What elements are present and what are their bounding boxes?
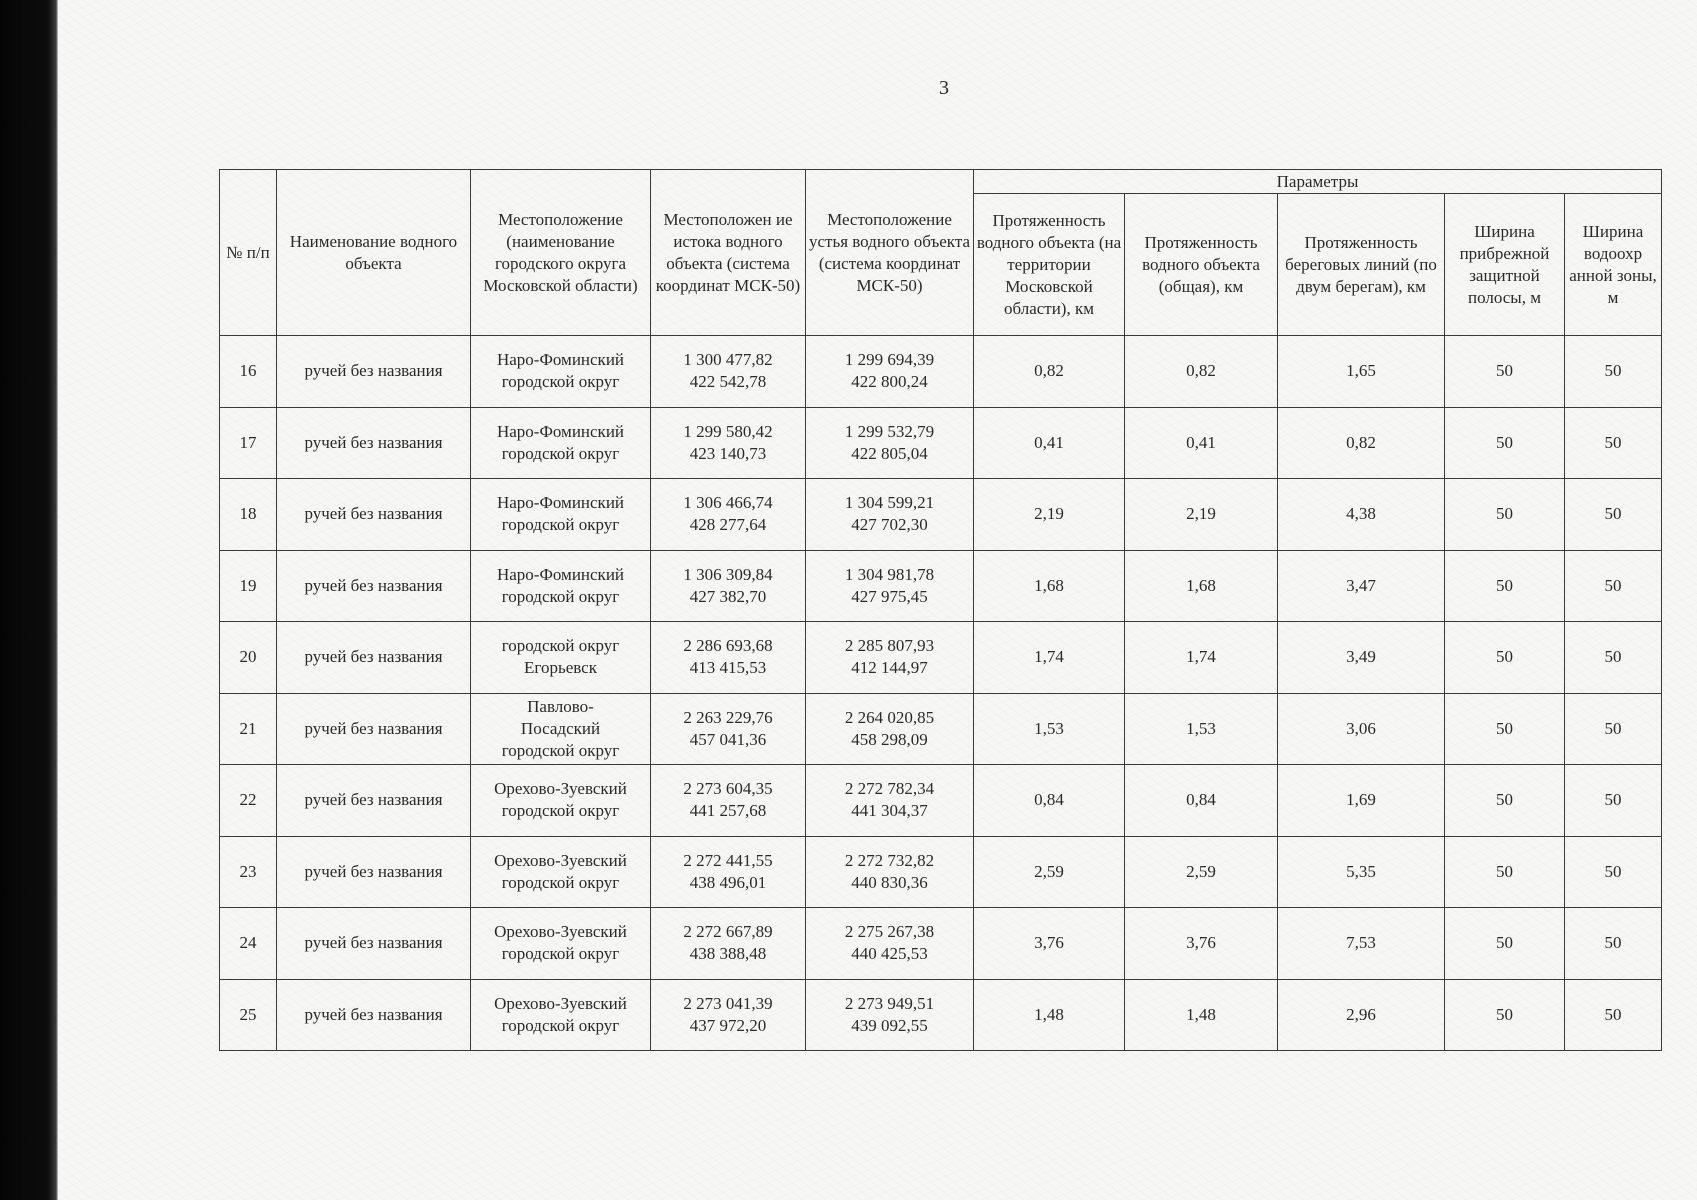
cell-len-region: 0,41 [974, 407, 1125, 479]
cell-location-line: городской округ [501, 740, 620, 760]
cell-mouth-line: 2 272 782,34 [844, 779, 935, 799]
cell-buffer-width: 50 [1445, 622, 1565, 694]
cell-mouth-line: 441 304,37 [851, 801, 928, 821]
cell-len-total: 0,82 [1125, 336, 1278, 408]
cell-location-line: городской округ [501, 1015, 620, 1035]
cell-mouth-line: 1 304 599,21 [844, 493, 935, 513]
cell-mouth-line: 458 298,09 [851, 729, 928, 749]
cell-len-total: 1,48 [1125, 979, 1278, 1051]
header-len-total: Протяженность водного объекта (общая), км [1125, 194, 1278, 336]
cell-location [471, 836, 651, 908]
cell-protect-width: 50 [1565, 693, 1662, 765]
header-protect-width: Ширина водоохр анной зоны, м [1565, 194, 1662, 336]
cell-location-line: городской округ [501, 515, 620, 535]
cell-mouth [806, 765, 974, 837]
table-row [220, 908, 1662, 980]
cell-location [471, 908, 651, 980]
cell-location-line: городской округ [501, 586, 620, 606]
cell-source [651, 979, 806, 1051]
cell-source-line: 1 300 477,82 [683, 350, 773, 370]
header-location: Местоположение (наименование городского округа Московской области) [471, 170, 651, 336]
cell-shore-len: 3,47 [1278, 550, 1445, 622]
cell-mouth [806, 479, 974, 551]
cell-source-line: 1 299 580,42 [683, 421, 773, 441]
cell-buffer-width: 50 [1445, 550, 1565, 622]
cell-mouth-line: 439 092,55 [851, 1015, 928, 1035]
cell-mouth-line: 2 273 949,51 [844, 993, 935, 1013]
cell-num: 18 [220, 479, 277, 551]
cell-source [651, 765, 806, 837]
cell-location [471, 550, 651, 622]
cell-source-line: 2 286 693,68 [683, 636, 773, 656]
cell-shore-len: 1,69 [1278, 765, 1445, 837]
cell-location-line: городской округ [501, 872, 620, 892]
cell-mouth-line: 2 264 020,85 [844, 707, 935, 727]
cell-source-line: 441 257,68 [689, 801, 767, 821]
cell-name: ручей без названия [277, 979, 471, 1051]
table-row [220, 836, 1662, 908]
cell-len-region: 1,48 [974, 979, 1125, 1051]
cell-mouth [806, 336, 974, 408]
cell-location [471, 407, 651, 479]
table-row [220, 979, 1662, 1051]
cell-source-line: 2 272 667,89 [683, 922, 773, 942]
cell-location [471, 765, 651, 837]
cell-len-total: 1,53 [1125, 693, 1278, 765]
cell-location-line: городской округ [501, 372, 620, 392]
table-row [220, 479, 1662, 551]
cell-location-line: городской округ [501, 801, 620, 821]
table-row [220, 765, 1662, 837]
water-objects-table [219, 169, 1662, 1051]
cell-source [651, 622, 806, 694]
cell-name: ручей без названия [277, 336, 471, 408]
cell-name: ручей без названия [277, 407, 471, 479]
cell-len-region: 2,59 [974, 836, 1125, 908]
cell-name: ручей без названия [277, 550, 471, 622]
cell-name: ручей без названия [277, 836, 471, 908]
cell-source [651, 407, 806, 479]
header-num: № п/п [220, 170, 277, 336]
cell-shore-len: 5,35 [1278, 836, 1445, 908]
cell-source [651, 693, 806, 765]
cell-mouth-line: 427 975,45 [851, 586, 928, 606]
cell-protect-width: 50 [1565, 836, 1662, 908]
cell-source-line: 413 415,53 [689, 658, 767, 678]
cell-num: 20 [220, 622, 277, 694]
cell-buffer-width: 50 [1445, 479, 1565, 551]
cell-source [651, 550, 806, 622]
cell-mouth [806, 836, 974, 908]
cell-name: ручей без названия [277, 693, 471, 765]
cell-buffer-width: 50 [1445, 407, 1565, 479]
cell-mouth-line: 422 805,04 [851, 443, 928, 463]
cell-mouth [806, 979, 974, 1051]
cell-source [651, 908, 806, 980]
cell-name: ручей без названия [277, 622, 471, 694]
cell-source-line: 457 041,36 [689, 729, 767, 749]
cell-mouth [806, 550, 974, 622]
cell-mouth-line: 1 299 694,39 [844, 350, 935, 370]
cell-mouth-line: 2 285 807,93 [844, 636, 935, 656]
cell-location-line: Орехово-Зуевский [494, 922, 627, 942]
table-row [220, 693, 1662, 765]
cell-shore-len: 3,06 [1278, 693, 1445, 765]
cell-source [651, 336, 806, 408]
cell-mouth-line: 1 299 532,79 [844, 421, 935, 441]
cell-protect-width: 50 [1565, 622, 1662, 694]
cell-location-line: Наро-Фоминский [496, 564, 625, 584]
cell-buffer-width: 50 [1445, 836, 1565, 908]
cell-num: 17 [220, 407, 277, 479]
cell-num: 23 [220, 836, 277, 908]
cell-len-total: 0,84 [1125, 765, 1278, 837]
document-page [58, 0, 1697, 1200]
cell-buffer-width: 50 [1445, 979, 1565, 1051]
cell-len-region: 3,76 [974, 908, 1125, 980]
cell-source-line: 1 306 466,74 [683, 493, 773, 513]
cell-source-line: 427 382,70 [689, 586, 767, 606]
cell-location-line: Орехово-Зуевский [494, 993, 627, 1013]
cell-location-line: Павлово- [527, 696, 594, 716]
cell-len-total: 2,19 [1125, 479, 1278, 551]
cell-shore-len: 0,82 [1278, 407, 1445, 479]
cell-location-line: Наро-Фоминский [496, 421, 625, 441]
page-number: 3 [939, 77, 949, 99]
cell-shore-len: 2,96 [1278, 979, 1445, 1051]
cell-location-line: Егорьевск [524, 658, 597, 678]
cell-len-region: 1,74 [974, 622, 1125, 694]
cell-location-line: Посадский [520, 718, 601, 738]
cell-source-line: 423 140,73 [689, 443, 767, 463]
header-row-group [220, 170, 1662, 194]
header-mouth: Местоположение устья водного объекта (система координат МСК-50) [806, 170, 974, 336]
cell-mouth-line: 2 275 267,38 [844, 922, 935, 942]
cell-protect-width: 50 [1565, 979, 1662, 1051]
cell-len-total: 1,68 [1125, 550, 1278, 622]
cell-location [471, 336, 651, 408]
table-row [220, 407, 1662, 479]
cell-name: ручей без названия [277, 908, 471, 980]
cell-location [471, 622, 651, 694]
scan-edge-shadow [0, 0, 58, 1200]
cell-shore-len: 7,53 [1278, 908, 1445, 980]
cell-len-region: 1,68 [974, 550, 1125, 622]
cell-source-line: 428 277,64 [689, 515, 767, 535]
cell-protect-width: 50 [1565, 550, 1662, 622]
cell-source-line: 422 542,78 [689, 372, 767, 392]
cell-len-total: 2,59 [1125, 836, 1278, 908]
cell-location-line: Орехово-Зуевский [494, 779, 627, 799]
cell-location-line: Наро-Фоминский [496, 350, 625, 370]
cell-location-line: городской округ [501, 944, 620, 964]
cell-mouth-line: 440 830,36 [851, 872, 928, 892]
cell-source-line: 2 273 041,39 [683, 993, 773, 1013]
table-row [220, 550, 1662, 622]
cell-num: 24 [220, 908, 277, 980]
cell-mouth [806, 407, 974, 479]
cell-len-region: 1,53 [974, 693, 1125, 765]
cell-num: 16 [220, 336, 277, 408]
cell-mouth [806, 693, 974, 765]
cell-location-line: городской округ [501, 636, 620, 656]
cell-mouth-line: 412 144,97 [851, 658, 928, 678]
cell-protect-width: 50 [1565, 908, 1662, 980]
header-shore-len: Протяженность береговых линий (по двум берегам), км [1278, 194, 1445, 336]
cell-buffer-width: 50 [1445, 336, 1565, 408]
cell-mouth-line: 440 425,53 [851, 944, 928, 964]
cell-num: 21 [220, 693, 277, 765]
cell-source-line: 438 388,48 [689, 944, 767, 964]
cell-len-region: 2,19 [974, 479, 1125, 551]
cell-num: 22 [220, 765, 277, 837]
cell-source [651, 836, 806, 908]
cell-location [471, 693, 651, 765]
cell-mouth [806, 622, 974, 694]
header-name: Наименование водного объекта [277, 170, 471, 336]
cell-name: ручей без названия [277, 479, 471, 551]
cell-location [471, 479, 651, 551]
cell-source-line: 2 263 229,76 [683, 707, 773, 727]
header-source: Местоположен ие истока водного объекта (система координат МСК-50) [651, 170, 806, 336]
cell-buffer-width: 50 [1445, 765, 1565, 837]
cell-name: ручей без названия [277, 765, 471, 837]
cell-len-total: 1,74 [1125, 622, 1278, 694]
cell-source-line: 2 273 604,35 [683, 779, 773, 799]
cell-source-line: 2 272 441,55 [683, 850, 773, 870]
cell-buffer-width: 50 [1445, 908, 1565, 980]
cell-shore-len: 3,49 [1278, 622, 1445, 694]
cell-source [651, 479, 806, 551]
header-len-region: Протяженность водного объекта (на территории Московской области), км [974, 194, 1125, 336]
cell-mouth-line: 427 702,30 [851, 515, 928, 535]
cell-source-line: 1 306 309,84 [683, 564, 773, 584]
cell-location-line: Орехово-Зуевский [494, 850, 627, 870]
cell-mouth [806, 908, 974, 980]
cell-len-total: 3,76 [1125, 908, 1278, 980]
cell-protect-width: 50 [1565, 407, 1662, 479]
table-row [220, 622, 1662, 694]
cell-num: 19 [220, 550, 277, 622]
header-buffer-width: Ширина прибрежной защитной полосы, м [1445, 194, 1565, 336]
cell-source-line: 438 496,01 [689, 872, 767, 892]
cell-num: 25 [220, 979, 277, 1051]
cell-mouth-line: 422 800,24 [851, 372, 928, 392]
header-params-group: Параметры [974, 170, 1662, 194]
cell-mouth-line: 2 272 732,82 [844, 850, 935, 870]
cell-protect-width: 50 [1565, 336, 1662, 408]
cell-len-region: 0,82 [974, 336, 1125, 408]
cell-location-line: Наро-Фоминский [496, 493, 625, 513]
cell-protect-width: 50 [1565, 765, 1662, 837]
cell-shore-len: 4,38 [1278, 479, 1445, 551]
cell-location-line: городской округ [501, 443, 620, 463]
cell-location [471, 979, 651, 1051]
cell-protect-width: 50 [1565, 479, 1662, 551]
cell-mouth-line: 1 304 981,78 [844, 564, 935, 584]
cell-len-region: 0,84 [974, 765, 1125, 837]
cell-len-total: 0,41 [1125, 407, 1278, 479]
cell-source-line: 437 972,20 [689, 1015, 767, 1035]
table-row [220, 336, 1662, 408]
cell-shore-len: 1,65 [1278, 336, 1445, 408]
cell-buffer-width: 50 [1445, 693, 1565, 765]
